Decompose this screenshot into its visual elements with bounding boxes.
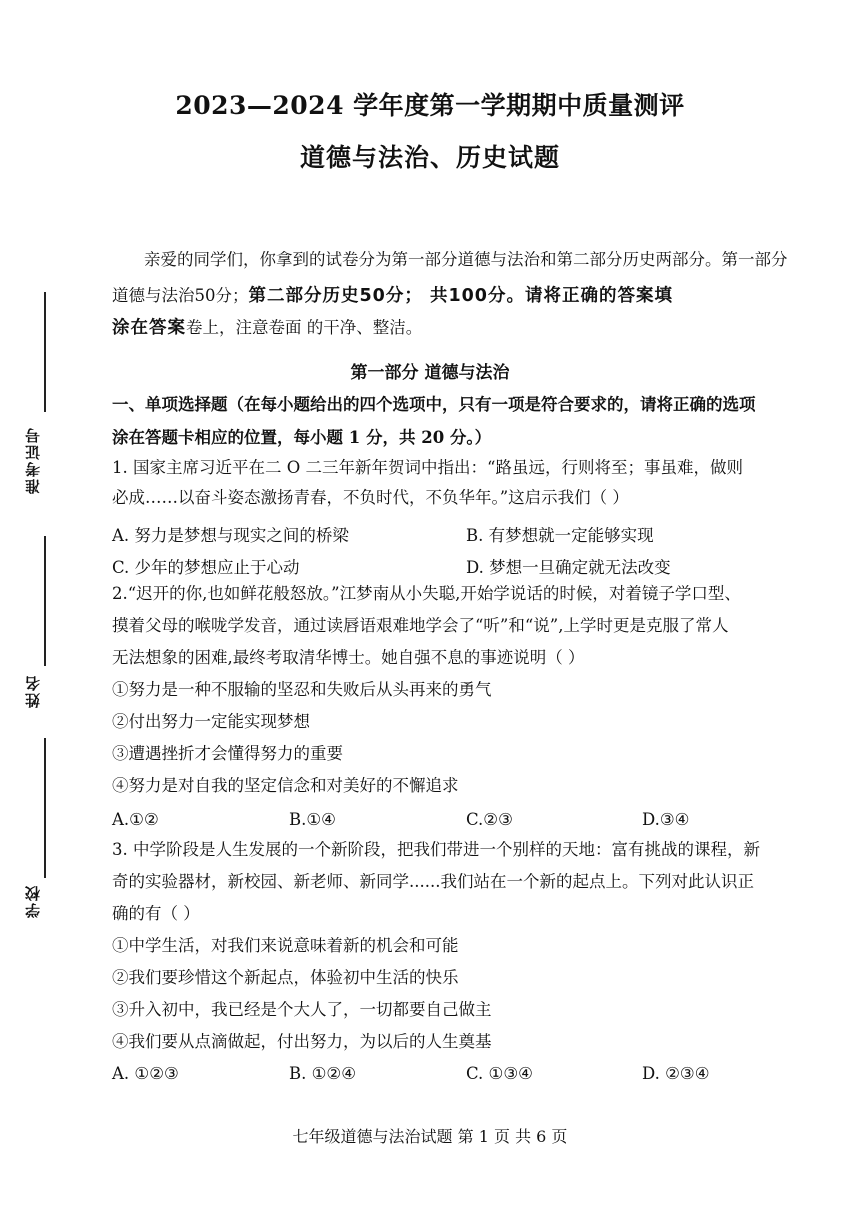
intro-answer-sheet-bold: 涂在答案: [112, 318, 186, 338]
q3-option-a: A. ①②③: [112, 1064, 179, 1083]
exam-id-label: 准考证号: [24, 426, 42, 494]
q2-statement-3: ③遭遇挫折才会懂得努力的重要: [112, 744, 343, 763]
q3-option-d: D. ②③④: [642, 1064, 710, 1083]
q2-option-a: A.①②: [112, 810, 159, 829]
q2-stem-line-2: 摸着父母的喉咙学发音，通过读唇语艰难地学会了“听”和“说”,上学时更是克服了常人: [112, 616, 729, 635]
q2-statement-1: ①努力是一种不服输的坚忍和失败后从头再来的勇气: [112, 680, 492, 699]
intro-line-3: [112, 320, 422, 338]
q2-option-d: D.③④: [642, 810, 690, 829]
intro-score-part1: 道德与法治50分；: [112, 286, 249, 305]
q2-stem-line-1: 2.“迟开的你,也如鲜花般怒放。”江梦南从小失聪,开始学说话的时候，对着镜子学口型、: [112, 584, 741, 603]
name-label: 姓名: [24, 674, 42, 708]
q1-option-b: B. 有梦想就一定能够实现: [466, 526, 654, 545]
q1-option-d: D. 梦想一旦确定就无法改变: [466, 558, 671, 577]
q3-option-b: B. ①②④: [289, 1064, 356, 1083]
instructions-line-2: 涂在答题卡相应的位置，每小题 1 分，共 20 分。）: [112, 428, 492, 447]
intro-score-part2: 第二部分历史50分； 共100分。请将正确的答案填: [248, 286, 673, 306]
q1-stem-line-2: 必成……以奋斗姿态激扬青春，不负时代，不负华年。”这启示我们（ ）: [112, 488, 629, 507]
exam-title: 2023—2024 学年度第一学期期中质量测评: [175, 91, 685, 120]
q2-option-c: C.②③: [466, 810, 513, 829]
section-title: 第一部分 道德与法治: [350, 363, 510, 383]
q3-statement-3: ③升入初中，我已经是个大人了，一切都要自己做主: [112, 1000, 492, 1019]
name-fill-line: [44, 536, 46, 666]
q3-stem-line-2: 奇的实验器材，新校园、新老师、新同学......我们站在一个新的起点上。下列对此认识正: [112, 872, 754, 891]
school-fill-line: [44, 738, 46, 878]
q2-stem-line-3: 无法想象的困难,最终考取清华博士。她自强不息的事迹说明（ ）: [112, 648, 585, 667]
q2-statement-4: ④努力是对自我的坚定信念和对美好的不懈追求: [112, 776, 459, 795]
intro-line-1: 亲爱的同学们，你拿到的试卷分为第一部分道德与法治和第二部分历史两部分。第一部分: [144, 250, 788, 269]
q3-statement-1: ①中学生活，对我们来说意味着新的机会和可能: [112, 936, 459, 955]
intro-neatness-note: 卷上，注意卷面 的干净、整洁。: [186, 318, 423, 337]
q2-option-b: B.①④: [289, 810, 336, 829]
intro-line-2: [112, 288, 673, 306]
exam-id-fill-line: [44, 292, 46, 412]
q3-statement-4: ④我们要从点滴做起，付出努力，为以后的人生奠基: [112, 1032, 492, 1051]
q1-option-c: C. 少年的梦想应止于心动: [112, 558, 300, 577]
q3-option-c: C. ①③④: [466, 1064, 533, 1083]
q3-stem-line-3: 确的有（ ）: [112, 904, 200, 923]
page-footer: 七年级道德与法治试题 第 1 页 共 6 页: [292, 1127, 568, 1146]
instructions-line-1: 一、单项选择题（在每小题给出的四个选项中，只有一项是符合要求的，请将正确的选项: [112, 395, 756, 414]
q3-statement-2: ②我们要珍惜这个新起点，体验初中生活的快乐: [112, 968, 459, 987]
exam-subtitle: 道德与法治、历史试题: [299, 143, 560, 172]
q2-statement-2: ②付出努力一定能实现梦想: [112, 712, 310, 731]
q1-option-a: A. 努力是梦想与现实之间的桥梁: [112, 526, 349, 545]
q1-stem-line-1: 1. 国家主席习近平在二 O 二三年新年贺词中指出：“路虽远，行则将至；事虽难，做则: [112, 458, 743, 477]
q3-stem-line-1: 3. 中学阶段是人生发展的一个新阶段，把我们带进一个别样的天地：富有挑战的课程，新: [112, 840, 760, 859]
school-label: 学校: [24, 884, 42, 918]
